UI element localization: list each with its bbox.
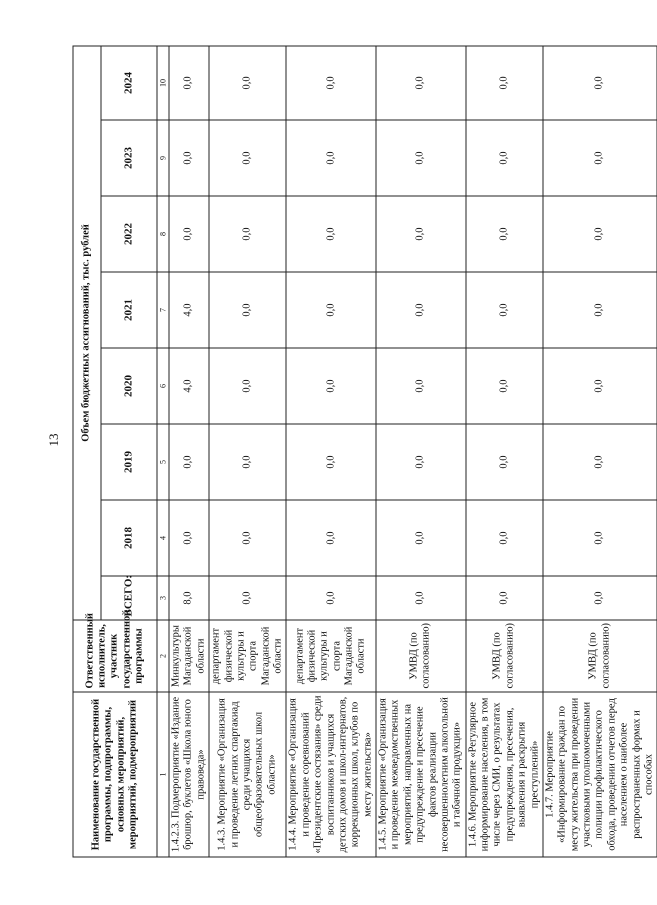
- header-total: ВСЕГО:: [101, 576, 157, 620]
- row-value: 0,0: [169, 46, 209, 120]
- row-value: 0,0: [376, 272, 466, 348]
- row-responsible: Минкультуры Магаданской области: [169, 620, 209, 692]
- row-value: 0,0: [376, 196, 466, 272]
- column-index: 6: [157, 348, 169, 424]
- header-year: 2022: [101, 196, 157, 272]
- row-responsible: департамент физической культуры и спорта Магаданской области: [209, 620, 286, 692]
- row-value: 0,0: [209, 348, 286, 424]
- row-value: 0,0: [465, 424, 542, 500]
- budget-table: [72, 45, 657, 857]
- column-index: 3: [157, 576, 169, 620]
- table-row: [209, 46, 286, 857]
- row-value: 4,0: [169, 348, 209, 424]
- row-value: 0,0: [286, 196, 376, 272]
- column-index: 1: [157, 692, 169, 857]
- header-year: 2023: [101, 120, 157, 196]
- row-value: 0,0: [542, 46, 656, 120]
- row-total: 8,0: [169, 576, 209, 620]
- column-index: 10: [157, 46, 169, 120]
- row-total: 0,0: [209, 576, 286, 620]
- row-value: 0,0: [376, 424, 466, 500]
- row-value: 0,0: [286, 348, 376, 424]
- row-value: 0,0: [169, 424, 209, 500]
- row-total: 0,0: [465, 576, 542, 620]
- row-value: 0,0: [209, 500, 286, 576]
- column-index: 2: [157, 620, 169, 692]
- row-name: 1.4.6. Мероприятие «Регулярное информирование населения, в том числе через СМИ, о результатах предупреждения, пресечения, выявления и раскрытия преступлений»: [465, 692, 542, 857]
- table-row: [465, 46, 542, 857]
- row-responsible: УМВД (по согласованию): [542, 620, 656, 692]
- column-index: 7: [157, 272, 169, 348]
- row-value: 0,0: [209, 272, 286, 348]
- index-row: [157, 46, 169, 857]
- row-value: 0,0: [286, 424, 376, 500]
- row-value: 0,0: [209, 120, 286, 196]
- budget-table-sheet: [72, 47, 654, 858]
- table-row: [376, 46, 466, 857]
- row-responsible: УМВД (по согласованию): [376, 620, 466, 692]
- header-name: Наименование государственной программы, подпрограммы, основных мероприятий, мероприятий, подмероприятий: [73, 692, 157, 857]
- row-value: 0,0: [209, 46, 286, 120]
- row-value: 0,0: [542, 120, 656, 196]
- row-value: 0,0: [542, 500, 656, 576]
- row-value: 0,0: [376, 500, 466, 576]
- column-index: 5: [157, 424, 169, 500]
- column-index: 4: [157, 500, 169, 576]
- row-name: 1.4.2.3. Подмероприятие «Издание брошюр, буклетов «Школа юного правоведа»: [169, 692, 209, 857]
- table-row: [169, 46, 209, 857]
- header-responsible: Ответственный исполнитель, участник государственной программы: [73, 620, 157, 692]
- row-value: 0,0: [169, 120, 209, 196]
- row-value: 0,0: [542, 196, 656, 272]
- row-value: 0,0: [286, 120, 376, 196]
- row-name: 1.4.3. Мероприятие «Организация и проведение летних спартакиад среди учащихся общеобразовательных школ области»: [209, 692, 286, 857]
- column-index: 8: [157, 196, 169, 272]
- row-responsible: департамент физической культуры и спорта Магаданской области: [286, 620, 376, 692]
- header-year: 2019: [101, 424, 157, 500]
- row-value: 0,0: [465, 348, 542, 424]
- row-total: 0,0: [286, 576, 376, 620]
- row-value: 0,0: [286, 46, 376, 120]
- row-value: 0,0: [286, 272, 376, 348]
- row-name: 1.4.5. Мероприятие «Организация и проведение межведомственных мероприятий, направленных на предупреждение и пресечение фактов реализации несовершеннолетним алкогольной и табачной продукции»: [376, 692, 466, 857]
- row-value: 4,0: [169, 272, 209, 348]
- page-number: 13: [46, 433, 61, 447]
- row-responsible: УМВД (по согласованию): [465, 620, 542, 692]
- row-value: 0,0: [465, 272, 542, 348]
- row-name: 1.4.4. Мероприятие «Организация и проведение соревнований «Президентские состязания» среди воспитанников и учащихся детских домов и школ-интернатов, коррекционных школ, клубов по месту жительства»: [286, 692, 376, 857]
- row-value: 0,0: [465, 46, 542, 120]
- row-value: 0,0: [209, 424, 286, 500]
- row-value: 0,0: [465, 500, 542, 576]
- table-row: [542, 46, 656, 857]
- row-value: 0,0: [209, 196, 286, 272]
- header-row-1: [73, 46, 101, 857]
- header-volume: Объем бюджетных ассигнований, тыс. рублей: [73, 46, 101, 620]
- table-row: [286, 46, 376, 857]
- row-value: 0,0: [542, 424, 656, 500]
- row-value: 0,0: [286, 500, 376, 576]
- row-value: 0,0: [465, 196, 542, 272]
- header-year: 2021: [101, 272, 157, 348]
- row-total: 0,0: [376, 576, 466, 620]
- header-year: 2018: [101, 500, 157, 576]
- header-year: 2020: [101, 348, 157, 424]
- row-value: 0,0: [542, 348, 656, 424]
- row-value: 0,0: [376, 46, 466, 120]
- row-value: 0,0: [169, 500, 209, 576]
- row-value: 0,0: [169, 196, 209, 272]
- column-index: 9: [157, 120, 169, 196]
- header-year: 2024: [101, 46, 157, 120]
- row-value: 0,0: [376, 348, 466, 424]
- row-total: 0,0: [542, 576, 656, 620]
- row-value: 0,0: [376, 120, 466, 196]
- row-value: 0,0: [465, 120, 542, 196]
- row-name: 1.4.7. Мероприятие «Информирование граждан по месту жительства при проведении участковыми уполномоченными полиции профилактического обхода, проведении отчетов перед населением о наиболее распространенных формах и способах: [542, 692, 656, 857]
- row-value: 0,0: [542, 272, 656, 348]
